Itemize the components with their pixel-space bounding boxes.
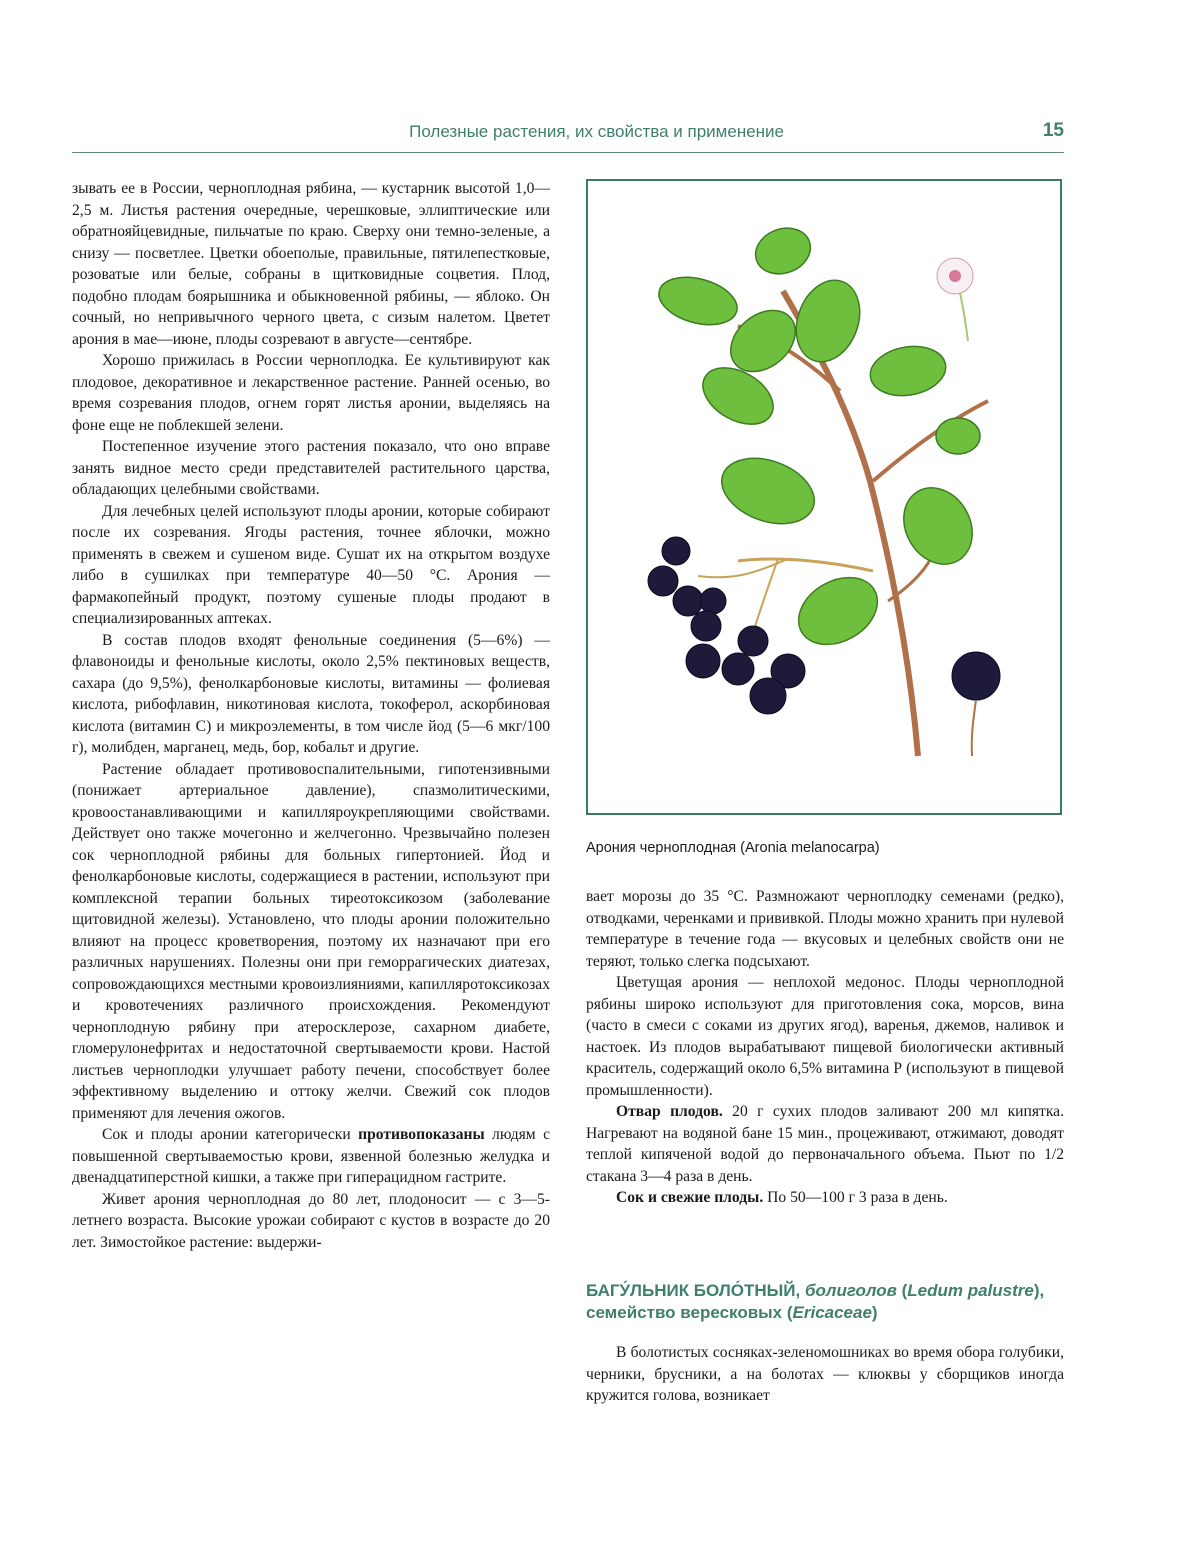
paragraph: вает морозы до 35 °С. Размножают черноплодку семенами (редко), отводками, черенками и прививкой. Плоды можно хранить при нулевой температуре в течение года — вкусовых и целебных свойств они не теряют, только слегка подсыхают. — [586, 888, 1064, 970]
text-run: 20 г сухих плодов заливают 200 мл кипятка. Нагревают на водяной бане 15 мин., процеживают, отжимают, доводят теплой кипяченой водой до первоначального объема. Пьют по 1/2 стакана 3—4 раза в день. — [586, 1103, 1064, 1185]
bold-term: противопоказаны — [358, 1126, 485, 1143]
heading-italic: Ledum palustre — [907, 1281, 1034, 1300]
heading-italic: болиголов — [804, 1281, 897, 1300]
paragraph: Растение обладает противовоспалительными, гипотензивными (понижает артериальное давление), спазмолитическими, кровоостанавливающими и капилляроукрепляющими свойствами. Действует оно также мочегонно и желчегонно. Чрезвычайно полезен сок черноплодной рябины для больных гипертонией. Йод и фенолкарбоновые кислоты, содержащиеся в растении, используют при комплексной терапии больных тиреотоксикозом (заболевание щитовидной железы). Установлено, что плоды аронии положительно влияют на процесс кроветворения, поэтому их назначают при его различных нарушениях. Полезны они при геморрагических диатезах, сопровождающихся местными кровоизлияниями, капилляротоксикозах и кровотечениях различного происхождения. Рекомендуют черноплодную рябину при атеросклерозе, сахарном диабете, гломерулонефритах и недостаточной свертываемости крови. Настой листьев черноплодки улучшает работу печени, способствует более эффективному выделению и оттоку желчи. Свежий сок плодов применяют для лечения ожогов. — [72, 760, 550, 1122]
section-body — [586, 1342, 1064, 1407]
paragraph: Для лечебных целей используют плоды аронии, которые собирают после их созревания. Ягоды растения, точнее яблочки, можно применять в свежем и сушеном виде. Сушат их на открытом воздухе либо в сушилках при температуре 40—50 °С. Арония — фармакопейный продукт, поэтому сушеные плоды продают в специализированных аптеках. — [72, 502, 550, 627]
section-heading — [586, 1280, 1064, 1324]
text-run: Сок и плоды аронии категорически — [102, 1126, 359, 1143]
heading-text: БАГУ́ЛЬНИК БОЛО́ТНЫЙ, — [586, 1281, 805, 1300]
paragraph — [72, 1124, 550, 1189]
plant-illustration — [586, 179, 1062, 815]
paragraph: Постепенное изучение этого растения показало, что оно вправе занять видное место среди представителей растительного царства, обладающих целебными свойствами. — [72, 438, 550, 498]
running-title: Полезные растения, их свойства и применение — [409, 122, 784, 141]
aronia-branch-drawing — [588, 181, 1060, 813]
right-column — [586, 886, 1064, 1209]
heading-text: ) — [871, 1303, 878, 1322]
recipe-paragraph — [586, 1187, 1064, 1209]
left-column — [72, 178, 550, 1253]
text-run: По 50—100 г 3 раза в день. — [763, 1189, 948, 1206]
figure-caption: Арония черноплодная (Aronia melanocarpa) — [586, 840, 880, 856]
recipe-title: Сок и свежие плоды. — [616, 1189, 764, 1206]
heading-text: ( — [896, 1281, 908, 1300]
recipe-title: Отвар плодов. — [616, 1103, 723, 1120]
heading-text: ), семейство вересковых ( — [586, 1281, 1045, 1322]
text-run: людям с повышенной свертываемостью крови, язвенной болезнью желудка и двенадцатиперстной кишки, а также при гиперацидном гастрите. — [72, 1126, 550, 1186]
paragraph: В состав плодов входят фенольные соединения (5—6%) — флавоноиды и фенольные кислоты, около 2,5% пектиновых веществ, сахара (до 9,5%), фенолкарбоновые кислоты, витамины — фолиевая кислота, рибофлавин, никотиновая кислота, токоферол, аскорбиновая кислота (витамин С) и микроэлементы, в том числе йод (5—6 мкг/100 г), молибден, марганец, медь, бор, кобальт и другие. — [72, 631, 550, 756]
paragraph: Хорошо прижилась в России черноплодка. Ее культивируют как плодовое, декоративное и лекарственное растение. Ранней осенью, во время созревания плодов, огнем горят листья аронии, выделяясь на фоне еще не поблекшей зелени. — [72, 352, 550, 434]
paragraph: Цветущая арония — неплохой медонос. Плоды черноплодной рябины широко используют для приготовления сока, морсов, вина (часто в смеси с соками из других ягод), варенья, джемов, наливок и настоек. Из плодов вырабатывают пищевой биологически активный краситель, содержащий около 6,5% витамина Р (используют в пищевой промышленности). — [586, 974, 1064, 1099]
page-number: 15 — [1042, 120, 1064, 141]
paragraph: В болотистых сосняках-зеленомошниках во время обора голубики, черники, брусники, а на болотах — клюквы у сборщиков иногда кружится голова, возникает — [586, 1344, 1064, 1404]
paragraph: зывать ее в России, черноплодная рябина, — кустарник высотой 1,0—2,5 м. Листья растения очередные, черешковые, эллиптические или обратнояйцевидные, пильчатые по краю. Сверху они темно-зеленые, а снизу — посветлее. Цветки обоеполые, правильные, пятилепестковые, розоватые или белые, собраны в щитковидные соцветия. Плод, подобно плодам боярышника и обыкновенной рябины, — яблоко. Он сочный, но непривычного черного цвета, с сизым налетом. Цветет арония в мае—июне, плоды созревают в августе—сентябре. — [72, 180, 550, 348]
paragraph: Живет арония черноплодная до 80 лет, плодоносит — с 3—5-летнего возраста. Высокие урожаи собирают с кустов в возрасте до 20 лет. Зимостойкое растение: выдержи- — [72, 1190, 550, 1251]
heading-italic: Ericaceae — [792, 1303, 872, 1322]
page-header — [72, 118, 1064, 153]
recipe-paragraph — [586, 1101, 1064, 1187]
